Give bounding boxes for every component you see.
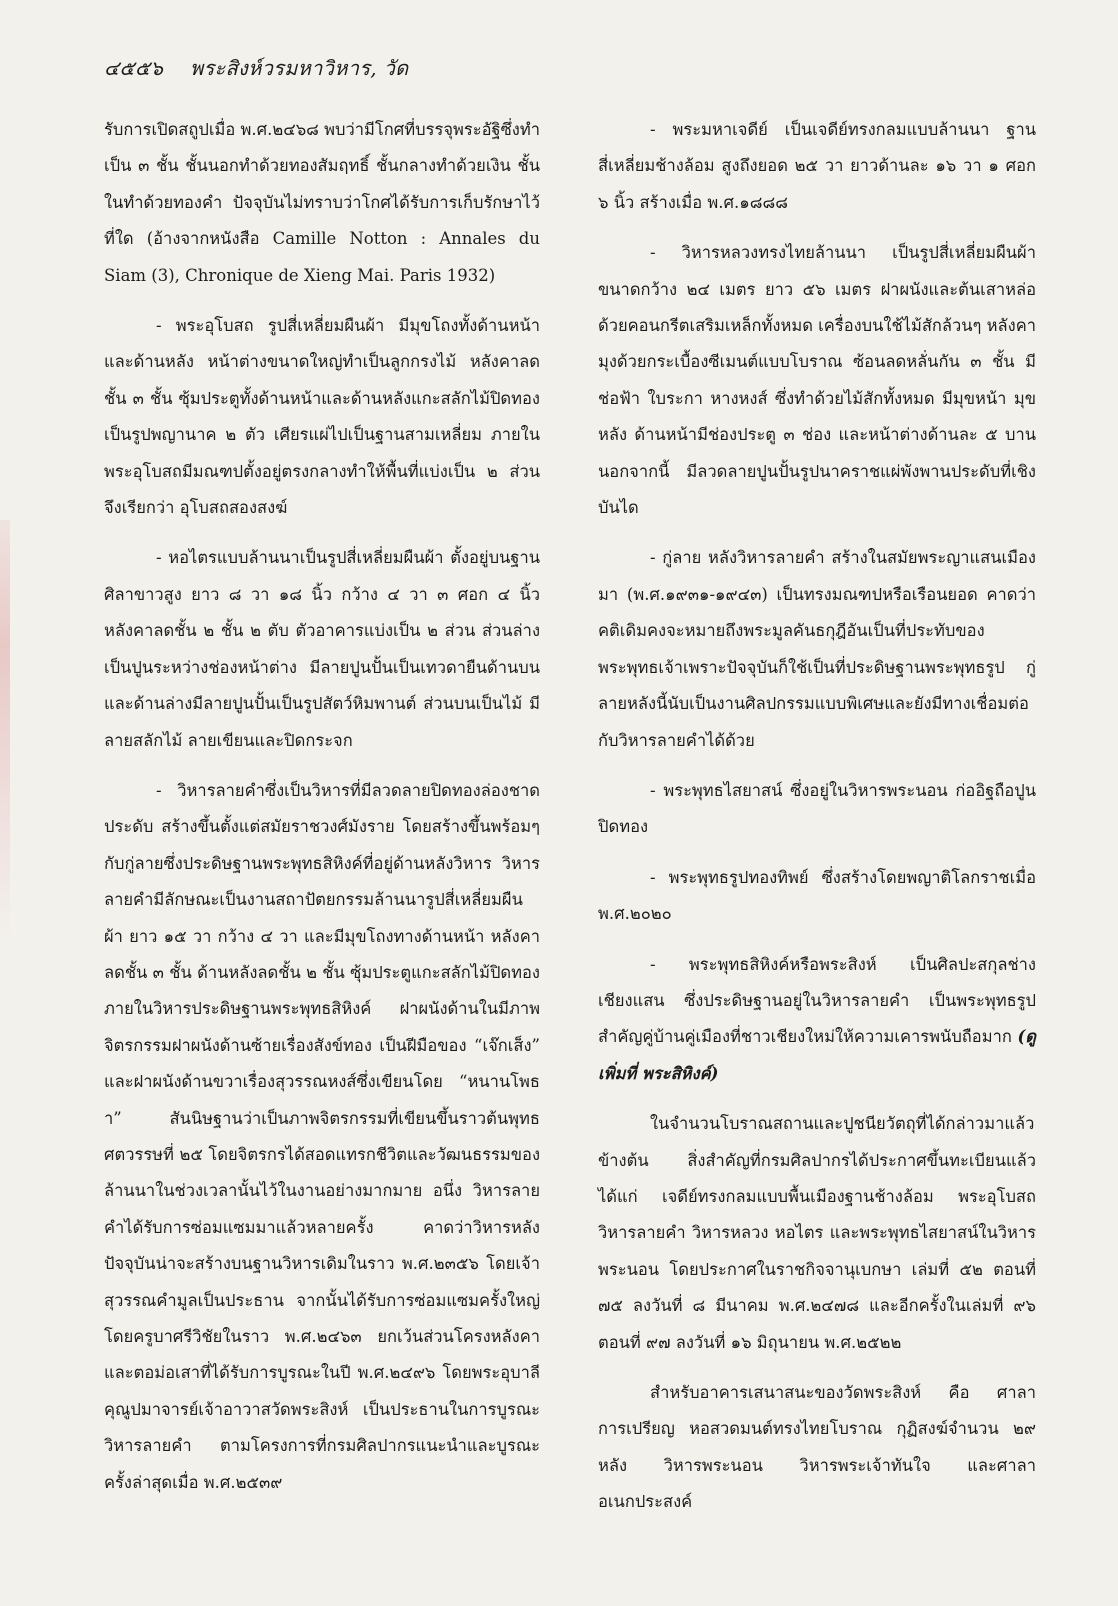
right-column: [598, 112, 1036, 1535]
page-number: ๔๕๕๖: [104, 56, 164, 80]
running-header: [104, 52, 408, 88]
header-title: พระสิงห์วรมหาวิหาร, วัด: [189, 56, 409, 80]
paragraph: - วิหารหลวงทรงไทยล้านนา เป็นรูปสี่เหลี่ยมผืนผ้าขนาดกว้าง ๒๔ เมตร ยาว ๕๖ เมตร ฝาผนังและต้นเสาหล่อด้วยคอนกรีตเสริมเหล็กทั้งหมด เครื่องบนใช้ไม้สักล้วนๆ หลังคามุงด้วยกระเบื้องซีเมนต์แบบโบราณ ซ้อนลดหลั่นกัน ๓ ชั้น มีช่อฟ้า ใบระกา หางหงส์ ซึ่งทำด้วยไม้สักทั้งหมด มีมุขหน้า มุขหลัง ด้านหน้ามีช่องประตู ๓ ช่อง และหน้าต่างด้านละ ๕ บาน นอกจากนี้ มีลวดลายปูนปั้นรูปนาคราชแผ่พังพานประดับที่เชิงบันได: [598, 243, 1037, 518]
paragraph-with-reference: [598, 947, 1036, 1093]
paragraph: รับการเปิดสถูปเมื่อ พ.ศ.๒๔๖๘ พบว่ามีโกศที่บรรจุพระอัฐิซึ่งทำเป็น ๓ ชั้น ชั้นนอกทำด้วยทองสัมฤทธิ์ ชั้นกลางทำด้วยเงิน ชั้นในทำด้วยทองคำ ปัจจุบันไม่ทราบว่าโกศได้รับการเก็บรักษาไว้ที่ใด (อ้างจากหนังสือ Camille Notton : Annales du Siam (3), Chronique de Xieng Mai. Paris 1932): [104, 120, 540, 285]
paragraph: สำหรับอาคารเสนาสนะของวัดพระสิงห์ คือ ศาลาการเปรียญ หอสวดมนต์ทรงไทยโบราณ กุฏิสงฆ์จำนวน ๒๙ หลัง วิหารพระนอน วิหารพระเจ้าทันใจ และศาลาอเนกประสงค์: [598, 1383, 1036, 1512]
paragraph: - พระมหาเจดีย์ เป็นเจดีย์ทรงกลมแบบล้านนา ฐานสี่เหลี่ยมช้างล้อม สูงถึงยอด ๒๕ วา ยาวด้านละ ๑๖ วา ๑ ศอก ๖ นิ้ว สร้างเมื่อ พ.ศ.๑๘๘๘: [598, 120, 1036, 212]
cross-reference: (ดูเพิ่มที่ พระสิหิงค์): [598, 1027, 1036, 1083]
page-edge-mark: [0, 520, 10, 940]
paragraph: ในจำนวนโบราณสถานและปูชนียวัตถุที่ได้กล่าวมาแล้วข้างต้น สิ่งสำคัญที่กรมศิลปากรได้ประกาศขึ้นทะเบียนแล้ว ได้แก่ เจดีย์ทรงกลมแบบพื้นเมืองฐานช้างล้อม พระอุโบสถ วิหารลายคำ วิหารหลวง หอไตร และพระพุทธไสยาสน์ในวิหารพระนอน โดยประกาศในราชกิจจานุเบกษา เล่มที่ ๕๒ ตอนที่ ๗๕ ลงวันที่ ๘ มีนาคม พ.ศ.๒๔๗๘ และอีกครั้งในเล่มที่ ๙๖ ตอนที่ ๙๗ ลงวันที่ ๑๖ มิถุนายน พ.ศ.๒๕๒๒: [598, 1114, 1036, 1352]
paragraph: - พระพุทธรูปทองทิพย์ ซึ่งสร้างโดยพญาติโลกราชเมื่อ พ.ศ.๒๐๒๐: [598, 867, 1036, 924]
paragraph-text: - พระพุทธสิหิงค์หรือพระสิงห์ เป็นศิลปะสกุลช่างเชียงแสน ซึ่งประดิษฐานอยู่ในวิหารลายคำ เป็นพระพุทธรูปสำคัญคู่บ้านคู่เมืองที่ชาวเชียงใหม่ให้ความเคารพนับถือมาก: [598, 954, 1036, 1047]
paragraph: - วิหารลายคำซึ่งเป็นวิหารที่มีลวดลายปิดทองล่องชาดประดับ สร้างขึ้นตั้งแต่สมัยราชวงศ์มังราย โดยสร้างขึ้นพร้อมๆ กับกู่ลายซึ่งประดิษฐานพระพุทธสิหิงค์ที่อยู่ด้านหลังวิหาร วิหารลายคำมีลักษณะเป็นงานสถาปัตยกรรมล้านนารูปสี่เหลี่ยมผืนผ้า ยาว ๑๕ วา กว้าง ๔ วา และมีมุขโถงทางด้านหน้า หลังคาลดชั้น ๓ ชั้น ด้านหลังลดชั้น ๒ ชั้น ซุ้มประตูแกะสลักไม้ปิดทอง ภายในวิหารประดิษฐานพระพุทธสิหิงค์ ฝาผนังด้านในมีภาพจิตรกรรมฝาผนังด้านซ้ายเรื่องสังข์ทอง เป็นฝีมือของ “เจ๊กเส็ง” และฝาผนังด้านขวาเรื่องสุวรรณหงส์ซึ่งเขียนโดย “หนานโพธา” สันนิษฐานว่าเป็นภาพจิตรกรรมที่เขียนขึ้นราวต้นพุทธศตวรรษที่ ๒๕ โดยจิตรกรได้สอดแทรกชีวิตและวัฒนธรรมของล้านนาในช่วงเวลานั้นไว้ในงานอย่างมากมาย อนึ่ง วิหารลายคำได้รับการซ่อมแซมมาแล้วหลายครั้ง คาดว่าวิหารหลังปัจจุบันน่าจะสร้างบนฐานวิหารเดิมในราว พ.ศ.๒๓๕๖ โดยเจ้าสุวรรณคำมูลเป็นประธาน จากนั้นได้รับการซ่อมแซมครั้งใหญ่โดยครูบาศรีวิชัยในราว พ.ศ.๒๔๖๓ ยกเว้นส่วนโครงหลังคาและตอม่อเสาที่ได้รับการบูรณะในปี พ.ศ.๒๔๙๖ โดยพระอุบาลีคุณูปมาจารย์เจ้าอาวาสวัดพระสิงห์ เป็นประธานในการบูรณะวิหารลายคำ ตามโครงการที่กรมศิลปากรแนะนำและบูรณะครั้งล่าสุดเมื่อ พ.ศ.๒๕๓๙: [104, 780, 540, 1492]
paragraph: - หอไตรแบบล้านนาเป็นรูปสี่เหลี่ยมผืนผ้า ตั้งอยู่บนฐานศิลาขาวสูง ยาว ๘ วา ๑๘ นิ้ว กว้าง ๔ วา ๓ ศอก ๔ นิ้ว หลังคาลดชั้น ๒ ชั้น ๒ ตับ ตัวอาคารแบ่งเป็น ๒ ส่วน ส่วนล่างเป็นปูนระหว่างช่องหน้าต่าง มีลายปูนปั้นเป็นเทวดายืนด้านบนและด้านล่างมีลายปูนปั้นเป็นรูปสัตว์หิมพานต์ ส่วนบนเป็นไม้ มีลายสลักไม้ ลายเขียนและปิดกระจก: [104, 548, 540, 750]
left-column: [104, 112, 540, 1515]
paragraph: - พระพุทธไสยาสน์ ซึ่งอยู่ในวิหารพระนอน ก่ออิฐถือปูน ปิดทอง: [598, 780, 1036, 837]
paragraph: - กู่ลาย หลังวิหารลายคำ สร้างในสมัยพระญาแสนเมืองมา (พ.ศ.๑๙๓๑-๑๙๔๓) เป็นทรงมณฑปหรือเรือนยอด คาดว่าคติเดิมคงจะหมายถึงพระมูลคันธกุฎีอันเป็นที่ประทับของพระพุทธเจ้าเพราะปัจจุบันก็ใช้เป็นที่ประดิษฐานพระพุทธรูป กู่ลายหลังนี้นับเป็นงานศิลปกรรมแบบพิเศษและยังมีทางเชื่อมต่อกับวิหารลายคำได้ด้วย: [598, 548, 1036, 750]
paragraph: - พระอุโบสถ รูปสี่เหลี่ยมผืนผ้า มีมุขโถงทั้งด้านหน้าและด้านหลัง หน้าต่างขนาดใหญ่ทำเป็นลูกกรงไม้ หลังคาลดชั้น ๓ ชั้น ซุ้มประตูทั้งด้านหน้าและด้านหลังแกะสลักไม้ปิดทอง เป็นรูปพญานาค ๒ ตัว เศียรแผ่ไปเป็นฐานสามเหลี่ยม ภายในพระอุโบสถมีมณฑปตั้งอยู่ตรงกลางทำให้พื้นที่แบ่งเป็น ๒ ส่วน จึงเรียกว่า อุโบสถสองสงฆ์: [104, 316, 540, 518]
